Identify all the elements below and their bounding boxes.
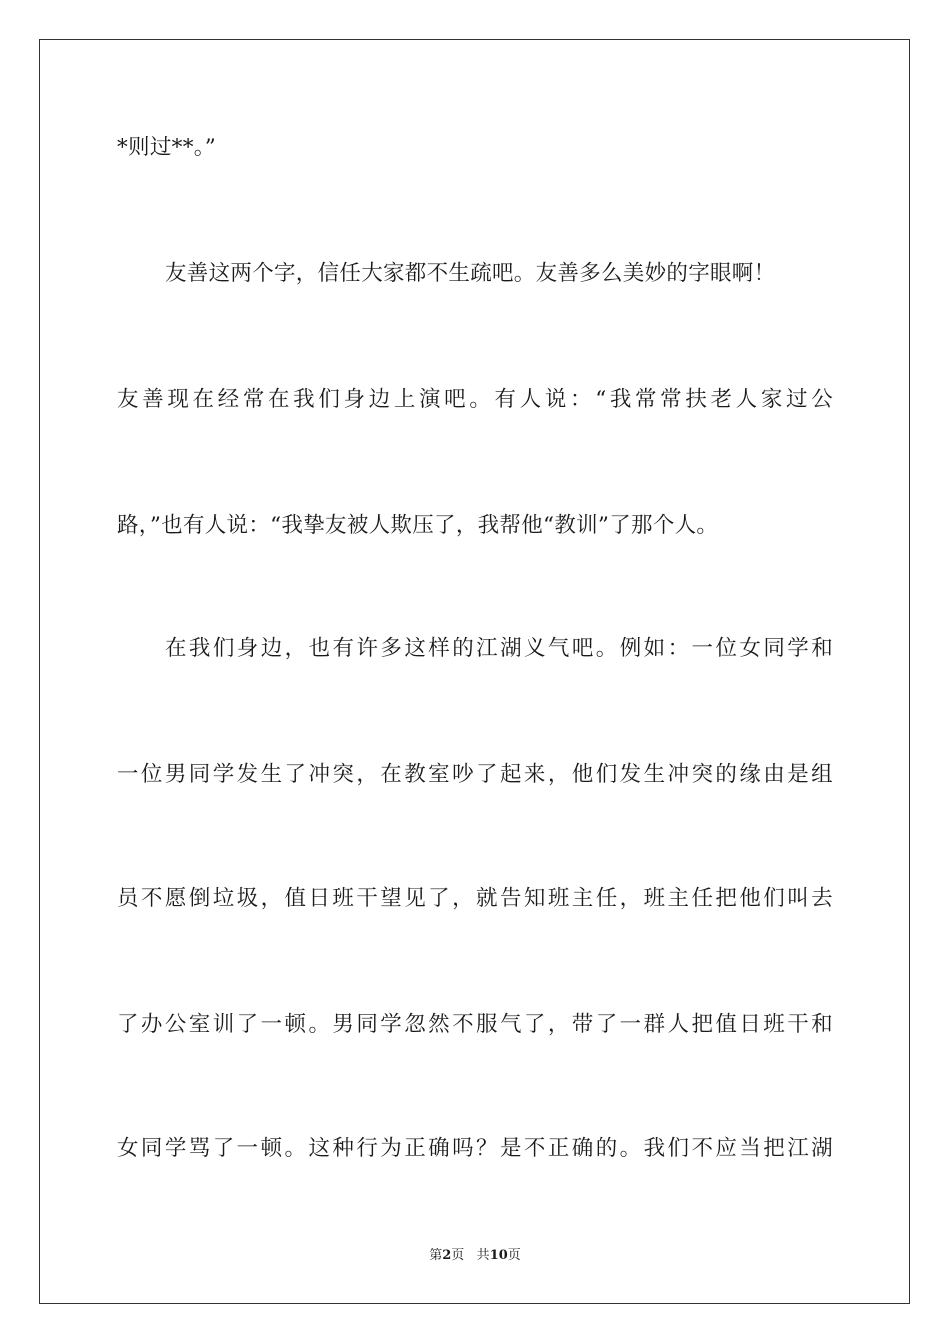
- text-line: 路，”也有人说：“我挚友被人欺压了，我帮他“教训”了那个人。: [117, 513, 719, 538]
- text-line: 友善现在经常在我们身边上演吧。有人说：“我常常扶老人家过公: [117, 387, 833, 412]
- text-line: 了办公室训了一顿。男同学忽然不服气了，带了一群人把值日班干和: [117, 1012, 833, 1037]
- text-line: 友善这两个字，信任大家都不生疏吧。友善多么美妙的字眼啊！: [165, 261, 776, 286]
- footer-total-prefix: 共: [476, 1248, 490, 1263]
- text-line: 女同学骂了一顿。这种行为正确吗？是不正确的。我们不应当把江湖: [117, 1136, 833, 1161]
- text-line: 员不愿倒垃圾，值日班干望见了，就告知班主任，班主任把他们叫去: [117, 886, 833, 911]
- footer-page-suffix: 页: [451, 1248, 465, 1263]
- footer-page-prefix: 第: [429, 1248, 443, 1263]
- text-line: 一位男同学发生了冲突，在教室吵了起来，他们发生冲突的缘由是组: [117, 762, 833, 787]
- footer-total-number: 10: [489, 1248, 508, 1263]
- page-footer: [0, 1247, 950, 1265]
- page-border: [39, 39, 910, 1304]
- footer-total-suffix: 页: [507, 1248, 521, 1263]
- footer-page-number: 2: [442, 1248, 452, 1263]
- text-line: *则过**。”: [117, 135, 217, 160]
- text-line: 在我们身边，也有许多这样的江湖义气吧。例如：一位女同学和: [165, 636, 833, 661]
